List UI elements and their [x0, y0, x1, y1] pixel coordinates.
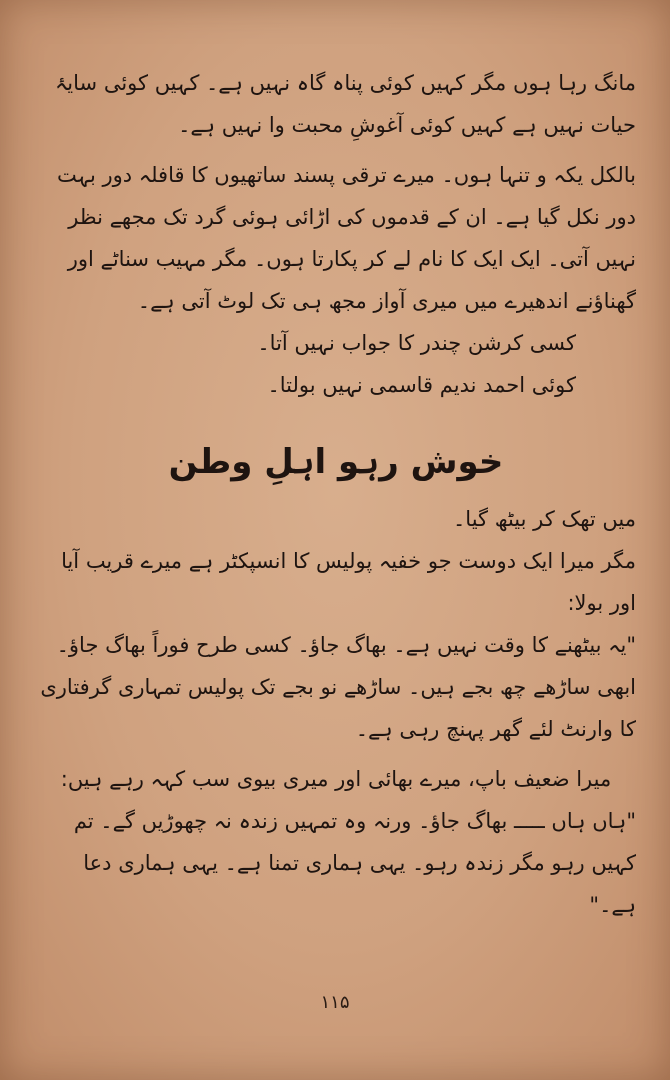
page-body [36, 62, 636, 926]
page-number: ۱۱۵ [320, 992, 350, 1013]
paragraph-1: مانگ رہا ہوں مگر کہیں کوئی پناہ گاہ نہیں ہے۔ کہیں کوئی سایۂ حیات نہیں ہے کہیں کوئی آغوشِ محبت وا نہیں ہے۔ [55, 71, 636, 137]
paragraph-8: میرا ضعیف باپ، میرے بھائی اور میری بیوی سب کہہ رہے ہیں: [60, 767, 612, 791]
paragraph-2: بالکل یکہ و تنہا ہوں۔ میرے ترقی پسند ساتھیوں کا قافلہ دور بہت دور نکل گیا ہے۔ ان کے قدموں کی اڑائی ہوئی گرد تک مجھے نظر نہیں آتی۔ ایک ایک کا نام لے کر پکارتا ہوں۔ مگر مہیب سناٹے اور گھناؤنے اندھیرے میں میری آواز مجھ ہی تک لوٹ آتی ہے۔ [57, 163, 636, 313]
paragraph-5: میں تھک کر بیٹھ گیا۔ [452, 507, 636, 531]
paragraph-7: "یہ بیٹھنے کا وقت نہیں ہے۔ بھاگ جاؤ۔ کسی طرح فوراً بھاگ جاؤ۔ ابھی ساڑھے چھ بجے ہیں۔ ساڑھے نو بجے تک پولیس تمہاری گرفتاری کا وارنٹ لئے گھر پہنچ رہی ہے۔ [40, 633, 636, 741]
section-heading: خوش رہو اہلِ وطن [168, 442, 504, 482]
paragraph-4: کوئی احمد ندیم قاسمی نہیں بولتا۔ [267, 373, 576, 397]
paragraph-9: "ہاں ہاں ـــــ بھاگ جاؤ۔ ورنہ وہ تمہیں زندہ نہ چھوڑیں گے۔ تم کہیں رہو مگر زندہ رہو۔ یہی ہماری تمنا ہے۔ یہی ہماری دعا ہے۔" [73, 809, 636, 917]
paragraph-6: مگر میرا ایک دوست جو خفیہ پولیس کا انسپکٹر ہے میرے قریب آیا اور بولا: [61, 549, 636, 615]
paragraph-3: کسی کرشن چندر کا جواب نہیں آتا۔ [257, 331, 576, 355]
